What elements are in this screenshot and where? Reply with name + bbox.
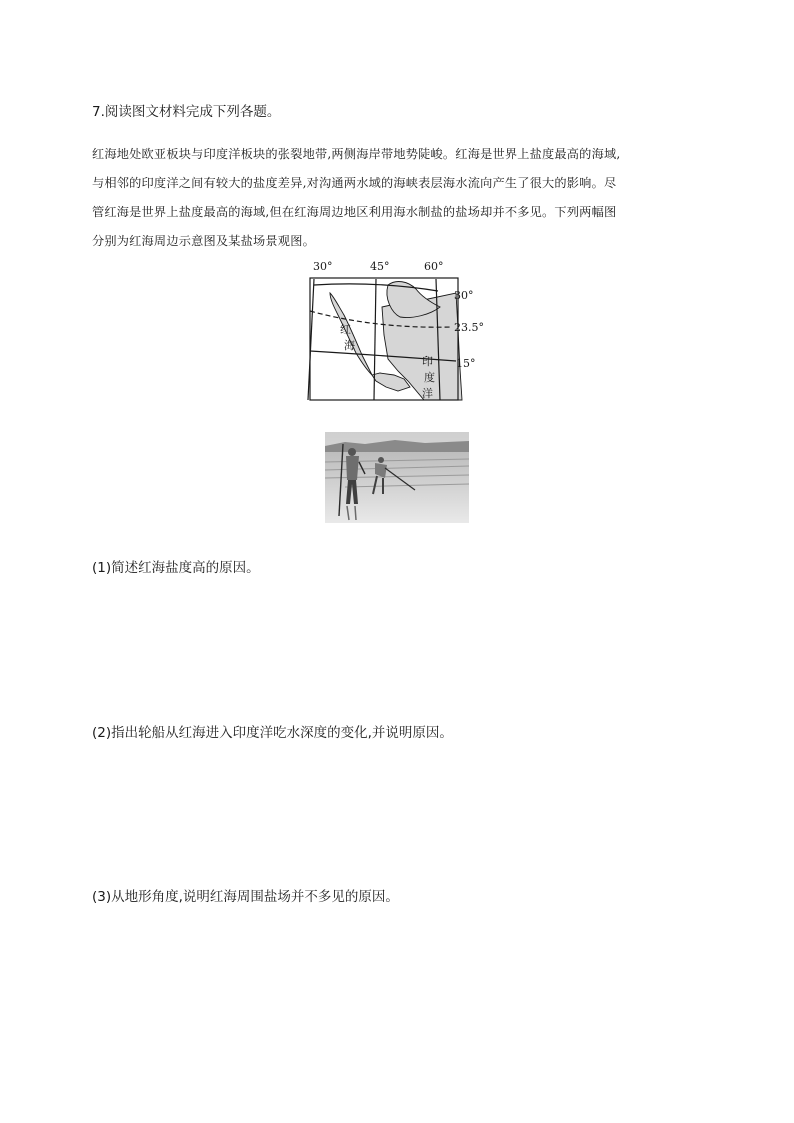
- salt-field-photo-icon: [325, 432, 469, 523]
- red-sea-shape: [330, 293, 372, 375]
- material-text: [92, 140, 704, 256]
- material-line: 管红海是世界上盐度最高的海域,但在红海周边地区利用海水制盐的盐场却并不多见。下列两幅图: [92, 205, 617, 219]
- lon-label-45: 45°: [370, 260, 390, 273]
- lat-label-23-5: 23.5°: [454, 321, 484, 334]
- material-line: 分别为红海周边示意图及某盐场景观图。: [92, 234, 315, 248]
- lat-label-30: 30°: [454, 289, 474, 302]
- material-line: 红海地处欧亚板块与印度洋板块的张裂地带,两侧海岸带地势陡峻。红海是世界上盐度最高的海域,: [92, 147, 621, 161]
- subquestion-2: (2)指出轮船从红海进入印度洋吃水深度的变化,并说明原因。: [92, 725, 453, 741]
- lat-label-15: 15°: [456, 357, 476, 370]
- indian-ocean-label-char: 洋: [422, 387, 433, 400]
- indian-ocean-label-char: 印: [422, 355, 433, 368]
- subquestion-3: (3)从地形角度,说明红海周围盐场并不多见的原因。: [92, 889, 399, 905]
- salt-field-photo: [325, 432, 469, 523]
- red-sea-label-char: 海: [344, 339, 355, 352]
- indian-ocean-label-char: 度: [424, 371, 435, 384]
- red-sea-map: [300, 259, 500, 409]
- red-sea-label-char: 红: [340, 323, 351, 336]
- subquestion-1: (1)简述红海盐度高的原因。: [92, 560, 260, 576]
- lon-label-30: 30°: [313, 260, 333, 273]
- material-line: 与相邻的印度洋之间有较大的盐度差异,对沟通两水域的海峡表层海水流向产生了很大的影响。尽: [92, 176, 617, 190]
- map-graphic: [300, 259, 500, 409]
- question-title: 7.阅读图文材料完成下列各题。: [92, 104, 281, 120]
- meridian-30: [308, 279, 314, 400]
- meridian-45: [374, 279, 376, 400]
- lon-label-60: 60°: [424, 260, 444, 273]
